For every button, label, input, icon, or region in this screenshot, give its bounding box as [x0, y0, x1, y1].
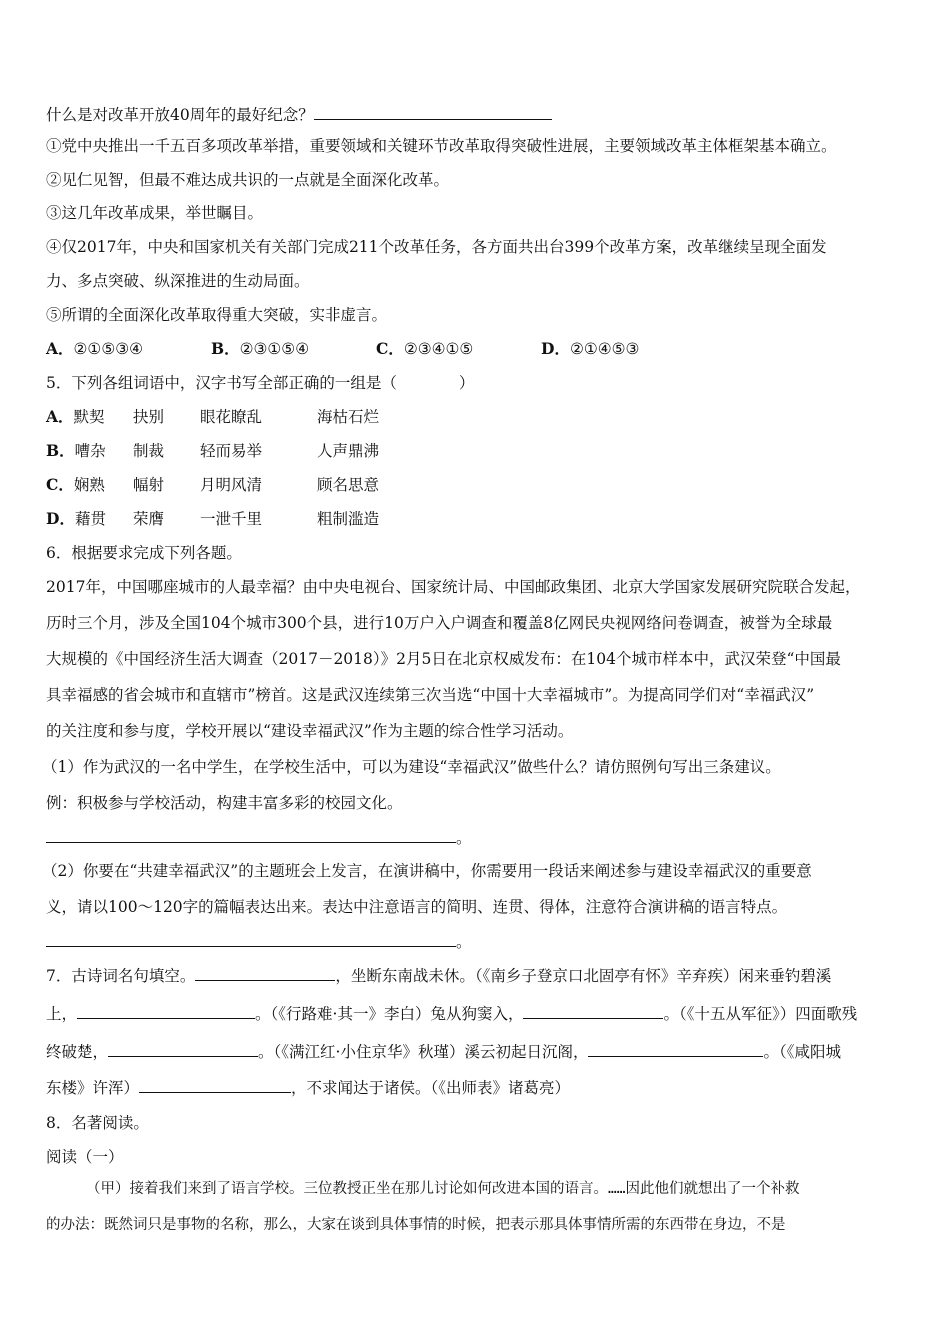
q6-sub2-line2: 义，请以100～120字的篇幅表达出来。表达中注意语言的简明、连贯、得体，注意符合演讲稿的语言特点。 [46, 898, 788, 916]
sentence-5: ⑤所谓的全面深化改革取得重大突破，实非虚言。 [46, 306, 388, 324]
q7-line1: 7．古诗词名句填空。 ，坐断东南战未休。（《南乡子登京口北固亭有怀》辛弃疾）闲来垂钓碧溪 [46, 967, 832, 985]
q6-sub1-answer: 。 [46, 827, 472, 848]
q4-option-b: B．②③①⑤④ [211, 339, 310, 358]
q8-quote-line: 的办法：既然词只是事物的名称，那么，大家在谈到具体事情的时候，把表示那具体事情所需的东西带在身边，不是 [46, 1217, 786, 1233]
answer-blank [46, 931, 456, 947]
q6-example: 例：积极参与学校活动，构建丰富多彩的校园文化。 [46, 794, 403, 812]
answer-blank [195, 965, 335, 981]
answer-blank [523, 1003, 663, 1019]
q7-line2: 上， 。（《行路难·其一》李白）兔从狗窦入， 。（《十五从军征》）四面歌残 [46, 1005, 858, 1023]
q4-intro-question: 什么是对改革开放40周年的最好纪念？ [46, 104, 552, 125]
sentence-1: ①党中央推出一千五百多项改革举措，重要领域和关键环节改革取得突破性进展，主要领域改革主体框架基本确立。 [46, 137, 837, 155]
sentence-3: ③这几年改革成果，举世瞩目。 [46, 204, 264, 222]
sentence-4: ④仅2017年，中央和国家机关有关部门完成211个改革任务，各方面共出台399个改革方案，改革继续呈现全面发 [46, 238, 827, 256]
q6-passage-line: 2017年，中国哪座城市的人最幸福？由中央电视台、国家统计局、中国邮政集团、北京大学国家发展研究院联合发起， [46, 578, 861, 596]
q7-line4: 东楼》许浑） ，不求闻达于诸侯。（《出师表》诸葛亮） [46, 1079, 571, 1097]
answer-blank [46, 827, 456, 843]
q6-sub1: （1）作为武汉的一名中学生，在学校生活中，可以为建设“幸福武汉”做些什么？请仿照例句写出三条建议。 [42, 758, 781, 776]
answer-blank [588, 1041, 763, 1057]
q6-passage-line: 的关注度和参与度，学校开展以“建设幸福武汉”作为主题的综合性学习活动。 [46, 722, 574, 740]
q5-stem: 5．下列各组词语中，汉字书写全部正确的一组是（ ） [46, 374, 475, 392]
q4-option-d: D．②①④⑤③ [541, 339, 640, 358]
q6-passage-line: 具幸福感的省会城市和直辖市”榜首。这是武汉连续第三次当选“中国十大幸福城市”。为提高同学们对“幸福武汉” [46, 686, 815, 704]
q8-quote-line: （甲）接着我们来到了语言学校。三位教授正坐在那儿讨论如何改进本国的语言。……因此他们就想出了一个补救 [86, 1181, 800, 1197]
q6-passage-line: 大规模的《中国经济生活大调查（2017－2018）》2月5日在北京权威发布：在104个城市样本中，武汉荣登“中国最 [46, 650, 841, 668]
answer-blank [108, 1041, 258, 1057]
q8-section: 阅读（一） [46, 1148, 124, 1166]
q4-option-c: C．②③④①⑤ [376, 339, 474, 358]
q6-sub2-answer: 。 [46, 931, 472, 952]
q8-stem: 8．名著阅读。 [46, 1114, 149, 1132]
sentence-2: ②见仁见智，但最不难达成共识的一点就是全面深化改革。 [46, 171, 450, 189]
answer-blank [314, 104, 552, 120]
q6-stem: 6．根据要求完成下列各题。 [46, 544, 242, 562]
answer-blank [139, 1077, 291, 1093]
sentence-4-cont: 力、多点突破、纵深推进的生动局面。 [46, 272, 310, 290]
q7-line3: 终破楚， 。（《满江红·小住京华》秋瑾）溪云初起日沉阁， 。（《咸阳城 [46, 1043, 841, 1061]
q6-passage-line: 历时三个月，涉及全国104个城市300个县，进行10万户入户调查和覆盖8亿网民央视网络问卷调查，被誉为全球最 [46, 614, 833, 632]
answer-blank [77, 1003, 255, 1019]
q4-option-a: A．②①⑤③④ [46, 339, 144, 358]
q6-sub2-line1: （2）你要在“共建幸福武汉”的主题班会上发言，在演讲稿中，你需要用一段话来阐述参与建设幸福武汉的重要意 [42, 862, 812, 880]
